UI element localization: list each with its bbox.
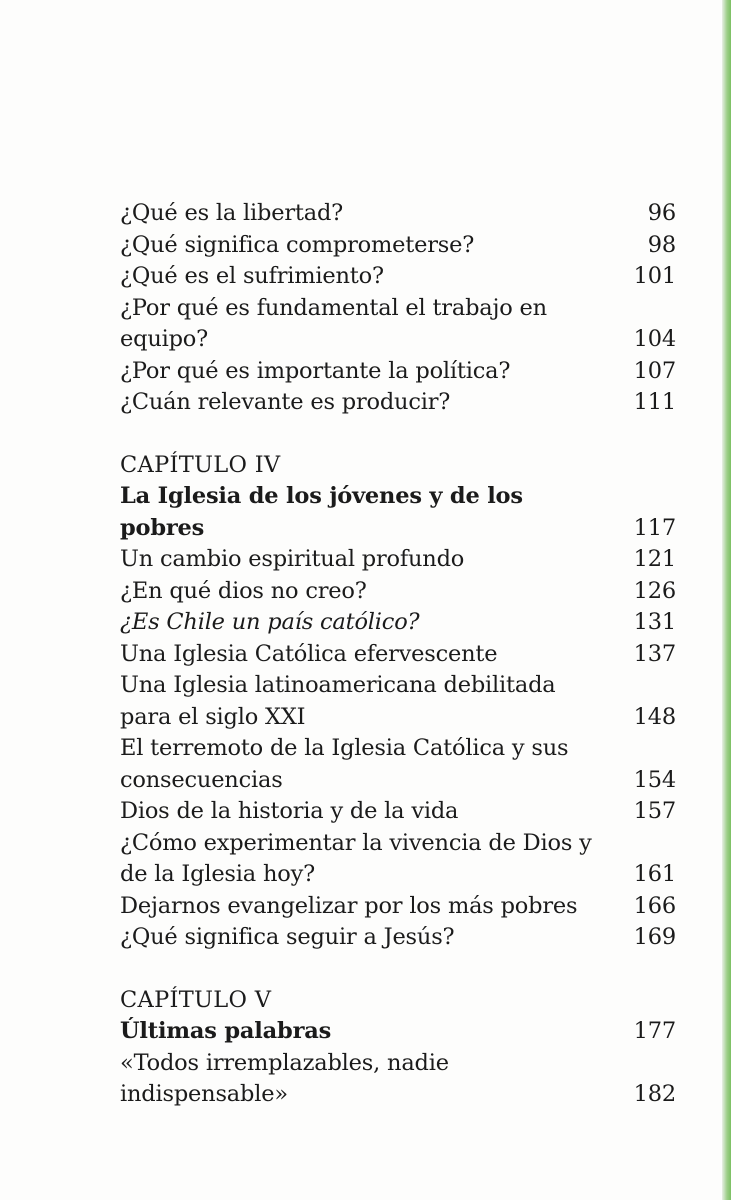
cover-edge	[722, 0, 731, 1200]
entry-title: ¿Por qué es importante la política?	[120, 357, 511, 384]
entry-title: Un cambio espiritual profundo	[120, 546, 465, 572]
page-number: 148	[633, 703, 676, 730]
chapter-label: CAPÍTULO V	[120, 986, 272, 1013]
entry-title: ¿Qué es la libertad?	[120, 200, 344, 226]
entry-title: «Todos irremplazables, nadie indispensable»	[120, 1049, 449, 1107]
page-number: 98	[647, 231, 676, 258]
page-number: 166	[633, 892, 676, 919]
page-number: 131	[633, 609, 676, 635]
toc-entry	[120, 293, 676, 356]
entry-title: ¿Es Chile un país católico?	[120, 609, 420, 635]
entry-title: ¿Cuán relevante es producir?	[120, 389, 451, 415]
page-number: 117	[633, 514, 676, 541]
toc-section	[120, 450, 676, 954]
toc-section	[120, 198, 676, 419]
toc-entry	[120, 733, 676, 796]
toc-entry	[120, 356, 676, 388]
toc-entry	[120, 670, 676, 733]
toc-entry	[120, 387, 676, 419]
entry-title: Últimas palabras	[120, 1018, 332, 1044]
toc-entry	[120, 607, 676, 639]
page-number: 154	[633, 766, 676, 793]
toc-entry	[120, 576, 676, 608]
page-number: 137	[633, 640, 676, 667]
toc-entry	[120, 922, 676, 954]
page-number: 169	[633, 924, 676, 950]
chapter-title-entry	[120, 481, 676, 544]
toc-section	[120, 985, 676, 1111]
entry-title: Dejarnos evangelizar por los más pobres	[120, 892, 578, 919]
page-number: 161	[633, 861, 676, 887]
entry-title: ¿Qué significa comprometerse?	[120, 231, 475, 258]
chapter-label: CAPÍTULO IV	[120, 451, 281, 478]
toc-entry	[120, 639, 676, 671]
toc-entry	[120, 261, 676, 293]
toc-entry	[120, 828, 676, 891]
page-number: 107	[633, 357, 676, 384]
entry-title: ¿Cómo experimentar la vivencia de Dios y de la Iglesia hoy?	[120, 829, 592, 887]
toc-entry	[120, 230, 676, 262]
page-number: 126	[633, 577, 676, 604]
toc-entry	[120, 198, 676, 230]
entry-title: El terremoto de la Iglesia Católica y sus consecuencias	[120, 735, 569, 793]
page-number: 121	[633, 546, 676, 572]
entry-title: La Iglesia de los jóvenes y de los pobres	[120, 483, 523, 541]
entry-title: ¿Por qué es fundamental el trabajo en equipo?	[120, 294, 547, 352]
entry-title: ¿Qué significa seguir a Jesús?	[120, 924, 455, 950]
toc-entry	[120, 1048, 676, 1111]
page-number: 96	[647, 200, 676, 226]
table-of-contents	[120, 198, 676, 1111]
entry-title: Una Iglesia Católica efervescente	[120, 640, 498, 667]
entry-title: Dios de la historia y de la vida	[120, 798, 459, 824]
page-number: 157	[633, 798, 676, 824]
toc-entry	[120, 891, 676, 923]
toc-entry	[120, 544, 676, 576]
page-number: 111	[633, 389, 676, 415]
page-number: 104	[633, 326, 676, 352]
toc-entry	[120, 796, 676, 828]
entry-title: ¿En qué dios no creo?	[120, 577, 367, 604]
entry-title: Una Iglesia latinoamericana debilitada para el siglo XXI	[120, 672, 556, 730]
page-number: 182	[633, 1081, 676, 1107]
page-number: 101	[633, 263, 676, 289]
page-number: 177	[633, 1018, 676, 1044]
entry-title: ¿Qué es el sufrimiento?	[120, 263, 384, 289]
chapter-title-entry	[120, 1016, 676, 1048]
